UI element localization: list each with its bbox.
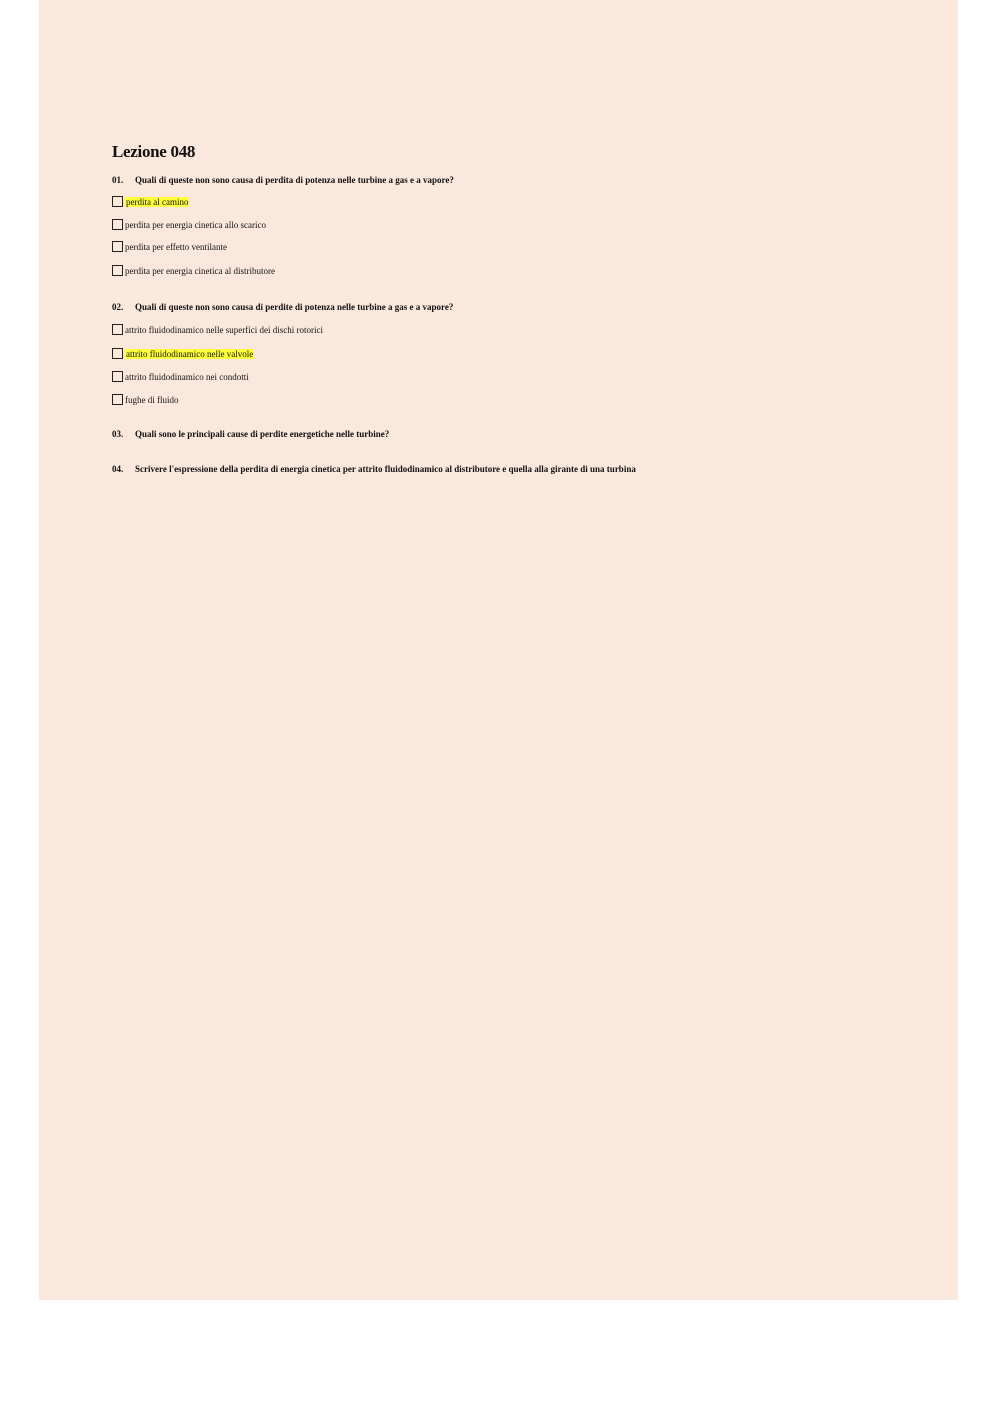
question-text: Quali di queste non sono causa di perdite di potenza nelle turbine a gas e a vapore? [135,302,454,312]
question-4 [112,464,636,474]
answer-option[interactable] [112,393,179,406]
option-label: perdita per energia cinetica al distributore [125,265,276,276]
option-label: perdita per energia cinetica allo scarico [125,219,267,230]
answer-option[interactable] [112,370,249,383]
checkbox[interactable] [112,348,123,359]
option-label: attrito fluidodinamico nei condotti [125,371,249,382]
answer-option[interactable] [112,240,227,253]
answer-option[interactable] [112,195,189,208]
question-number: 01. [112,175,124,185]
question-2 [112,302,453,312]
option-label: attrito fluidodinamico nelle superfici dei dischi rotorici [125,324,323,335]
checkbox[interactable] [112,196,123,207]
checkbox[interactable] [112,324,123,335]
option-label-highlighted: perdita al camino [126,196,189,207]
checkbox[interactable] [112,394,123,405]
answer-option[interactable] [112,323,323,336]
answer-option[interactable] [112,347,254,360]
lesson-title: Lezione 048 [112,142,196,161]
checkbox[interactable] [112,241,123,252]
answer-option[interactable] [112,218,266,231]
question-number: 02. [112,302,124,312]
question-text: Quali sono le principali cause di perdite energetiche nelle turbine? [135,429,390,439]
checkbox[interactable] [112,219,123,230]
question-3 [112,429,389,439]
question-text: Quali di queste non sono causa di perdita di potenza nelle turbine a gas e a vapore? [135,175,454,185]
option-label-highlighted: attrito fluidodinamico nelle valvole [126,348,254,359]
checkbox[interactable] [112,265,123,276]
checkbox[interactable] [112,371,123,382]
question-number: 04. [112,464,124,474]
question-number: 03. [112,429,124,439]
answer-option[interactable] [112,264,275,277]
question-text: Scrivere l'espressione della perdita di energia cinetica per attrito fluidodinamico al distributore e quella alla girante di una turbina [135,464,636,474]
option-label: fughe di fluido [125,394,179,405]
option-label: perdita per effetto ventilante [125,241,228,252]
question-1 [112,175,454,185]
